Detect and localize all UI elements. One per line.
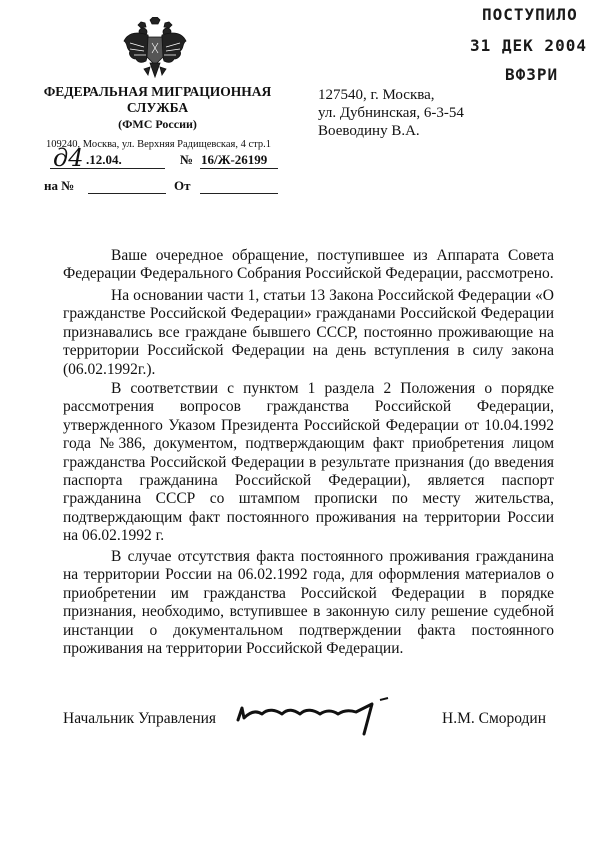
signatory-title: Начальник Управления [63,710,217,727]
number-underline [200,168,278,169]
org-name-line2: СЛУЖБА [126,100,189,115]
from-underline [200,193,278,194]
date-underline [50,168,165,169]
eagle-emblem-icon [122,17,188,81]
org-address: 109240, Москва, ул. Верхняя Радищевская, 4 стр.1 [46,139,271,150]
letter-date: .12.04. [86,152,122,167]
received-stamp-date: 31 ДЕК 2004 [470,36,587,55]
org-name-line1: ФЕДЕРАЛЬНАЯ МИГРАЦИОННАЯ [43,84,272,99]
paragraph-text: Ваше очередное обращение, поступившее из Аппарата Совета Федерации Федерального Собрания Российской Федерации, рассмотрено. [63,247,554,283]
received-stamp-line1: ПОСТУПИЛО [482,5,578,24]
handwritten-signature [232,690,392,736]
paragraph-text: В случае отсутствия факта постоянного проживания гражданина на территории России на 06.02.1992 года, для оформления материалов о приобретении им гражданства Российской Федерации в порядке признания, необходимо, вступившее в законную силу решение судебной инстанции о документальном подтверждении факта постоянного проживания на территории Российской Федерации. [63,548,554,658]
recipient-postal: 127540, г. Москва, [318,87,435,103]
org-abbreviation: (ФМС России) [118,117,197,131]
letter-number-label: № [180,152,194,167]
letter-body-paragraph-3 [63,380,554,546]
reply-to-label: на № [44,178,75,193]
reply-to-underline [88,193,166,194]
signatory-name: Н.М. Смородин [442,710,547,727]
received-stamp-code: ВФЗРИ [505,65,559,84]
letter-number: 16/Ж-26199 [201,152,268,167]
paragraph-text: В соответствии с пунктом 1 раздела 2 Положения о порядке рассмотрения вопросов гражданства Российской Федерации, утвержденного Указом Президента Российской Федерации от 10.04.1992 года №386, документом, подтверждающим факт приобретения лицом гражданства Российской Федерации в результате признания (до введения паспорта гражданина Российской Федерации), является паспорт гражданина СССР со штампом прописки по месту жительства, подтверждающим факт постоянного проживания на территории России на 06.02.1992 г. [63,380,554,545]
recipient-name: Воеводину В.А. [318,123,420,139]
letter-body-paragraph-4 [63,548,554,658]
letter-body-paragraph-1 [63,247,554,284]
recipient-street: ул. Дубнинская, 6-3-54 [318,105,464,121]
letter-body-paragraph-2 [63,287,554,379]
handwritten-date-day: д4 [53,144,84,172]
from-label: От [174,178,191,193]
paragraph-text: На основании части 1, статьи 13 Закона Российской Федерации «О гражданстве Российской Федерации» гражданами Российской Федерации признавались все граждане бывшего СССР, постоянно проживающие на территории Российской Федерации на день вступления в силу закона (06.02.1992г.). [63,287,554,378]
